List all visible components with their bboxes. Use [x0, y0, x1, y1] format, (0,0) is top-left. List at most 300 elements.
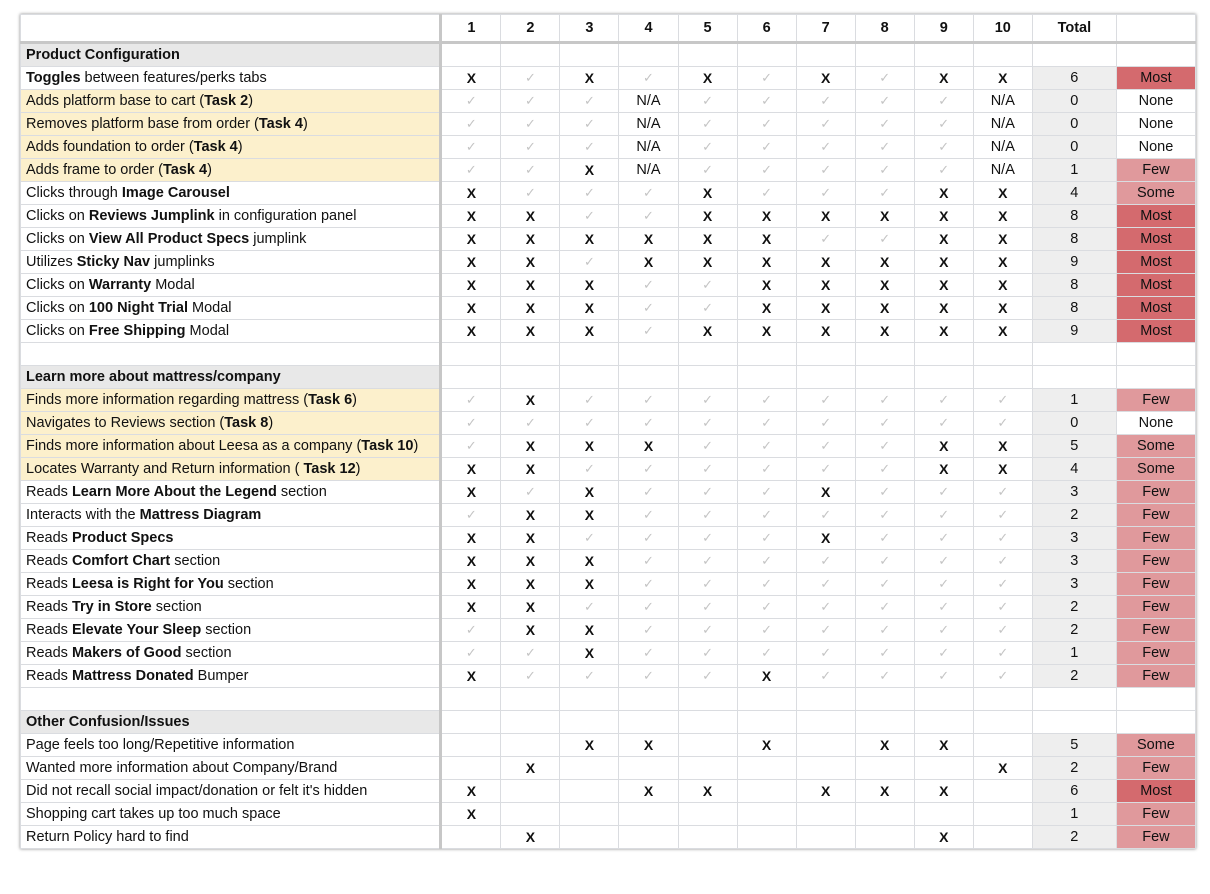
empty-cell[interactable]: [501, 780, 560, 803]
check-mark-cell[interactable]: ✓: [855, 504, 914, 527]
x-mark-cell[interactable]: X: [855, 297, 914, 320]
empty-cell[interactable]: [737, 43, 796, 67]
empty-cell[interactable]: [855, 343, 914, 366]
row-label-cell[interactable]: [21, 136, 441, 159]
check-mark-cell[interactable]: ✓: [678, 90, 737, 113]
x-mark-cell[interactable]: X: [441, 67, 501, 90]
check-mark-cell[interactable]: ✓: [914, 136, 973, 159]
x-mark-cell[interactable]: X: [973, 182, 1032, 205]
x-mark-cell[interactable]: X: [914, 205, 973, 228]
x-mark-cell[interactable]: X: [441, 320, 501, 343]
check-mark-cell[interactable]: ✓: [678, 274, 737, 297]
empty-cell[interactable]: [501, 43, 560, 67]
check-mark-cell[interactable]: ✓: [501, 412, 560, 435]
check-mark-cell[interactable]: ✓: [678, 136, 737, 159]
check-mark-cell[interactable]: ✓: [914, 504, 973, 527]
x-mark-cell[interactable]: X: [560, 481, 619, 504]
empty-cell[interactable]: [560, 711, 619, 734]
check-mark-cell[interactable]: ✓: [796, 228, 855, 251]
frequency-level-cell[interactable]: [1116, 343, 1195, 366]
na-cell[interactable]: N/A: [619, 113, 678, 136]
x-mark-cell[interactable]: X: [501, 550, 560, 573]
x-mark-cell[interactable]: X: [973, 757, 1032, 780]
x-mark-cell[interactable]: X: [678, 251, 737, 274]
check-mark-cell[interactable]: ✓: [855, 573, 914, 596]
empty-cell[interactable]: [560, 43, 619, 67]
check-mark-cell[interactable]: ✓: [678, 113, 737, 136]
check-mark-cell[interactable]: ✓: [796, 90, 855, 113]
check-mark-cell[interactable]: ✓: [501, 67, 560, 90]
total-cell[interactable]: 6: [1032, 67, 1116, 90]
check-mark-cell[interactable]: ✓: [914, 389, 973, 412]
check-mark-cell[interactable]: ✓: [501, 90, 560, 113]
x-mark-cell[interactable]: X: [914, 297, 973, 320]
x-mark-cell[interactable]: X: [914, 780, 973, 803]
x-mark-cell[interactable]: X: [441, 274, 501, 297]
x-mark-cell[interactable]: X: [501, 596, 560, 619]
x-mark-cell[interactable]: X: [973, 458, 1032, 481]
total-cell[interactable]: 4: [1032, 182, 1116, 205]
check-mark-cell[interactable]: ✓: [855, 228, 914, 251]
x-mark-cell[interactable]: X: [737, 228, 796, 251]
x-mark-cell[interactable]: X: [796, 67, 855, 90]
header-participant-1[interactable]: 1: [441, 15, 501, 43]
total-cell[interactable]: 1: [1032, 642, 1116, 665]
check-mark-cell[interactable]: ✓: [737, 435, 796, 458]
x-mark-cell[interactable]: X: [560, 274, 619, 297]
check-mark-cell[interactable]: ✓: [619, 389, 678, 412]
row-label-cell[interactable]: [21, 251, 441, 274]
check-mark-cell[interactable]: ✓: [796, 573, 855, 596]
check-mark-cell[interactable]: ✓: [560, 251, 619, 274]
check-mark-cell[interactable]: ✓: [619, 527, 678, 550]
x-mark-cell[interactable]: X: [441, 665, 501, 688]
empty-cell[interactable]: [796, 711, 855, 734]
x-mark-cell[interactable]: X: [501, 504, 560, 527]
row-label-cell[interactable]: [21, 803, 441, 826]
frequency-level-cell[interactable]: Most: [1116, 780, 1195, 803]
x-mark-cell[interactable]: X: [441, 481, 501, 504]
frequency-level-cell[interactable]: Few: [1116, 389, 1195, 412]
x-mark-cell[interactable]: X: [560, 550, 619, 573]
check-mark-cell[interactable]: ✓: [737, 182, 796, 205]
check-mark-cell[interactable]: ✓: [678, 297, 737, 320]
empty-cell[interactable]: [441, 43, 501, 67]
x-mark-cell[interactable]: X: [796, 527, 855, 550]
na-cell[interactable]: N/A: [619, 159, 678, 182]
check-mark-cell[interactable]: ✓: [441, 113, 501, 136]
x-mark-cell[interactable]: X: [678, 205, 737, 228]
check-mark-cell[interactable]: ✓: [973, 665, 1032, 688]
row-label-cell[interactable]: [21, 826, 441, 849]
x-mark-cell[interactable]: X: [441, 780, 501, 803]
check-mark-cell[interactable]: ✓: [914, 412, 973, 435]
check-mark-cell[interactable]: ✓: [560, 205, 619, 228]
x-mark-cell[interactable]: X: [678, 228, 737, 251]
row-label-cell[interactable]: [21, 665, 441, 688]
x-mark-cell[interactable]: X: [737, 274, 796, 297]
row-label-cell[interactable]: [21, 734, 441, 757]
check-mark-cell[interactable]: ✓: [678, 573, 737, 596]
check-mark-cell[interactable]: ✓: [796, 136, 855, 159]
x-mark-cell[interactable]: X: [560, 734, 619, 757]
x-mark-cell[interactable]: X: [737, 251, 796, 274]
check-mark-cell[interactable]: ✓: [737, 136, 796, 159]
x-mark-cell[interactable]: X: [973, 297, 1032, 320]
empty-cell[interactable]: [737, 803, 796, 826]
x-mark-cell[interactable]: X: [914, 734, 973, 757]
row-label-cell[interactable]: [21, 504, 441, 527]
total-cell[interactable]: 8: [1032, 205, 1116, 228]
x-mark-cell[interactable]: X: [855, 251, 914, 274]
check-mark-cell[interactable]: ✓: [560, 458, 619, 481]
total-cell[interactable]: 9: [1032, 251, 1116, 274]
check-mark-cell[interactable]: ✓: [678, 435, 737, 458]
check-mark-cell[interactable]: ✓: [855, 113, 914, 136]
check-mark-cell[interactable]: ✓: [619, 182, 678, 205]
empty-cell[interactable]: [560, 803, 619, 826]
check-mark-cell[interactable]: ✓: [796, 642, 855, 665]
check-mark-cell[interactable]: ✓: [619, 619, 678, 642]
x-mark-cell[interactable]: X: [441, 251, 501, 274]
check-mark-cell[interactable]: ✓: [737, 481, 796, 504]
empty-cell[interactable]: [737, 688, 796, 711]
check-mark-cell[interactable]: ✓: [619, 481, 678, 504]
x-mark-cell[interactable]: X: [441, 527, 501, 550]
empty-cell[interactable]: [973, 734, 1032, 757]
x-mark-cell[interactable]: X: [678, 320, 737, 343]
frequency-level-cell[interactable]: Some: [1116, 734, 1195, 757]
total-cell[interactable]: 2: [1032, 596, 1116, 619]
header-participant-9[interactable]: 9: [914, 15, 973, 43]
check-mark-cell[interactable]: ✓: [914, 619, 973, 642]
x-mark-cell[interactable]: X: [796, 320, 855, 343]
x-mark-cell[interactable]: X: [796, 780, 855, 803]
total-cell[interactable]: [1032, 711, 1116, 734]
check-mark-cell[interactable]: ✓: [855, 550, 914, 573]
check-mark-cell[interactable]: ✓: [973, 527, 1032, 550]
check-mark-cell[interactable]: ✓: [560, 113, 619, 136]
check-mark-cell[interactable]: ✓: [973, 412, 1032, 435]
empty-cell[interactable]: [678, 734, 737, 757]
empty-cell[interactable]: [796, 757, 855, 780]
check-mark-cell[interactable]: ✓: [441, 136, 501, 159]
check-mark-cell[interactable]: ✓: [796, 596, 855, 619]
check-mark-cell[interactable]: ✓: [973, 389, 1032, 412]
frequency-level-cell[interactable]: Few: [1116, 596, 1195, 619]
frequency-level-cell[interactable]: Some: [1116, 435, 1195, 458]
check-mark-cell[interactable]: ✓: [441, 435, 501, 458]
empty-cell[interactable]: [501, 343, 560, 366]
total-cell[interactable]: [1032, 688, 1116, 711]
header-participant-5[interactable]: 5: [678, 15, 737, 43]
x-mark-cell[interactable]: X: [914, 228, 973, 251]
x-mark-cell[interactable]: X: [678, 67, 737, 90]
empty-cell[interactable]: [501, 688, 560, 711]
empty-cell[interactable]: [855, 826, 914, 849]
empty-cell[interactable]: [619, 43, 678, 67]
x-mark-cell[interactable]: X: [737, 297, 796, 320]
empty-cell[interactable]: [855, 757, 914, 780]
x-mark-cell[interactable]: X: [796, 297, 855, 320]
total-cell[interactable]: 2: [1032, 665, 1116, 688]
x-mark-cell[interactable]: X: [501, 573, 560, 596]
x-mark-cell[interactable]: X: [560, 642, 619, 665]
empty-cell[interactable]: [441, 366, 501, 389]
x-mark-cell[interactable]: X: [501, 320, 560, 343]
x-mark-cell[interactable]: X: [973, 435, 1032, 458]
check-mark-cell[interactable]: ✓: [914, 159, 973, 182]
check-mark-cell[interactable]: ✓: [855, 481, 914, 504]
check-mark-cell[interactable]: ✓: [855, 642, 914, 665]
total-cell[interactable]: 1: [1032, 389, 1116, 412]
x-mark-cell[interactable]: X: [501, 619, 560, 642]
check-mark-cell[interactable]: ✓: [737, 596, 796, 619]
check-mark-cell[interactable]: ✓: [914, 573, 973, 596]
check-mark-cell[interactable]: ✓: [441, 504, 501, 527]
check-mark-cell[interactable]: ✓: [501, 665, 560, 688]
total-cell[interactable]: [1032, 343, 1116, 366]
empty-cell[interactable]: [737, 780, 796, 803]
check-mark-cell[interactable]: ✓: [737, 527, 796, 550]
check-mark-cell[interactable]: ✓: [441, 159, 501, 182]
row-label-cell[interactable]: [21, 527, 441, 550]
frequency-level-cell[interactable]: Few: [1116, 619, 1195, 642]
total-cell[interactable]: 1: [1032, 159, 1116, 182]
x-mark-cell[interactable]: X: [560, 297, 619, 320]
empty-cell[interactable]: [619, 711, 678, 734]
frequency-level-cell[interactable]: Most: [1116, 297, 1195, 320]
x-mark-cell[interactable]: X: [914, 458, 973, 481]
empty-cell[interactable]: [560, 343, 619, 366]
empty-cell[interactable]: [973, 826, 1032, 849]
empty-cell[interactable]: [441, 711, 501, 734]
check-mark-cell[interactable]: ✓: [855, 527, 914, 550]
na-cell[interactable]: N/A: [973, 90, 1032, 113]
x-mark-cell[interactable]: X: [914, 320, 973, 343]
empty-cell[interactable]: [678, 826, 737, 849]
row-label-cell[interactable]: [21, 412, 441, 435]
check-mark-cell[interactable]: ✓: [619, 665, 678, 688]
check-mark-cell[interactable]: ✓: [737, 642, 796, 665]
x-mark-cell[interactable]: X: [560, 504, 619, 527]
check-mark-cell[interactable]: ✓: [914, 90, 973, 113]
check-mark-cell[interactable]: ✓: [619, 205, 678, 228]
check-mark-cell[interactable]: ✓: [619, 274, 678, 297]
x-mark-cell[interactable]: X: [855, 320, 914, 343]
x-mark-cell[interactable]: X: [441, 596, 501, 619]
check-mark-cell[interactable]: ✓: [678, 550, 737, 573]
x-mark-cell[interactable]: X: [973, 67, 1032, 90]
total-cell[interactable]: [1032, 43, 1116, 67]
x-mark-cell[interactable]: X: [973, 320, 1032, 343]
check-mark-cell[interactable]: ✓: [619, 297, 678, 320]
frequency-level-cell[interactable]: Few: [1116, 665, 1195, 688]
empty-cell[interactable]: [560, 366, 619, 389]
empty-cell[interactable]: [973, 366, 1032, 389]
frequency-level-cell[interactable]: None: [1116, 136, 1195, 159]
row-label-cell[interactable]: [21, 67, 441, 90]
check-mark-cell[interactable]: ✓: [855, 90, 914, 113]
header-level[interactable]: [1116, 15, 1195, 43]
check-mark-cell[interactable]: ✓: [619, 642, 678, 665]
x-mark-cell[interactable]: X: [796, 205, 855, 228]
check-mark-cell[interactable]: ✓: [678, 159, 737, 182]
total-cell[interactable]: 3: [1032, 573, 1116, 596]
x-mark-cell[interactable]: X: [737, 205, 796, 228]
total-cell[interactable]: 0: [1032, 412, 1116, 435]
x-mark-cell[interactable]: X: [796, 251, 855, 274]
x-mark-cell[interactable]: X: [855, 205, 914, 228]
check-mark-cell[interactable]: ✓: [501, 159, 560, 182]
frequency-level-cell[interactable]: None: [1116, 412, 1195, 435]
frequency-level-cell[interactable]: Few: [1116, 481, 1195, 504]
row-label-cell[interactable]: [21, 389, 441, 412]
row-label-cell[interactable]: [21, 343, 441, 366]
empty-cell[interactable]: [560, 826, 619, 849]
empty-cell[interactable]: [796, 803, 855, 826]
check-mark-cell[interactable]: ✓: [737, 550, 796, 573]
header-total[interactable]: Total: [1032, 15, 1116, 43]
check-mark-cell[interactable]: ✓: [678, 389, 737, 412]
check-mark-cell[interactable]: ✓: [796, 412, 855, 435]
x-mark-cell[interactable]: X: [737, 665, 796, 688]
check-mark-cell[interactable]: ✓: [855, 665, 914, 688]
x-mark-cell[interactable]: X: [914, 435, 973, 458]
empty-cell[interactable]: [501, 803, 560, 826]
x-mark-cell[interactable]: X: [441, 550, 501, 573]
frequency-level-cell[interactable]: Few: [1116, 757, 1195, 780]
check-mark-cell[interactable]: ✓: [678, 412, 737, 435]
total-cell[interactable]: 5: [1032, 435, 1116, 458]
frequency-level-cell[interactable]: [1116, 711, 1195, 734]
frequency-level-cell[interactable]: Few: [1116, 826, 1195, 849]
check-mark-cell[interactable]: ✓: [796, 113, 855, 136]
x-mark-cell[interactable]: X: [914, 67, 973, 90]
check-mark-cell[interactable]: ✓: [796, 619, 855, 642]
check-mark-cell[interactable]: ✓: [619, 412, 678, 435]
frequency-level-cell[interactable]: Few: [1116, 159, 1195, 182]
check-mark-cell[interactable]: ✓: [560, 90, 619, 113]
check-mark-cell[interactable]: ✓: [678, 665, 737, 688]
x-mark-cell[interactable]: X: [855, 274, 914, 297]
check-mark-cell[interactable]: ✓: [619, 596, 678, 619]
empty-cell[interactable]: [914, 366, 973, 389]
check-mark-cell[interactable]: ✓: [796, 159, 855, 182]
check-mark-cell[interactable]: ✓: [973, 550, 1032, 573]
row-label-cell[interactable]: [21, 297, 441, 320]
empty-cell[interactable]: [796, 826, 855, 849]
check-mark-cell[interactable]: ✓: [737, 113, 796, 136]
check-mark-cell[interactable]: ✓: [796, 389, 855, 412]
empty-cell[interactable]: [619, 343, 678, 366]
frequency-level-cell[interactable]: Most: [1116, 320, 1195, 343]
frequency-level-cell[interactable]: Most: [1116, 205, 1195, 228]
check-mark-cell[interactable]: ✓: [737, 412, 796, 435]
x-mark-cell[interactable]: X: [619, 734, 678, 757]
frequency-level-cell[interactable]: Few: [1116, 504, 1195, 527]
empty-cell[interactable]: [914, 43, 973, 67]
empty-cell[interactable]: [914, 688, 973, 711]
x-mark-cell[interactable]: X: [560, 320, 619, 343]
total-cell[interactable]: 2: [1032, 826, 1116, 849]
row-label-cell[interactable]: [21, 757, 441, 780]
empty-cell[interactable]: [855, 366, 914, 389]
check-mark-cell[interactable]: ✓: [501, 481, 560, 504]
row-label-cell[interactable]: [21, 182, 441, 205]
check-mark-cell[interactable]: ✓: [501, 113, 560, 136]
check-mark-cell[interactable]: ✓: [973, 573, 1032, 596]
x-mark-cell[interactable]: X: [560, 67, 619, 90]
header-participant-7[interactable]: 7: [796, 15, 855, 43]
check-mark-cell[interactable]: ✓: [560, 596, 619, 619]
frequency-level-cell[interactable]: None: [1116, 90, 1195, 113]
empty-cell[interactable]: [855, 803, 914, 826]
check-mark-cell[interactable]: ✓: [973, 642, 1032, 665]
x-mark-cell[interactable]: X: [914, 251, 973, 274]
check-mark-cell[interactable]: ✓: [619, 458, 678, 481]
x-mark-cell[interactable]: X: [501, 458, 560, 481]
x-mark-cell[interactable]: X: [501, 205, 560, 228]
x-mark-cell[interactable]: X: [441, 458, 501, 481]
x-mark-cell[interactable]: X: [560, 228, 619, 251]
total-cell[interactable]: 1: [1032, 803, 1116, 826]
x-mark-cell[interactable]: X: [501, 251, 560, 274]
check-mark-cell[interactable]: ✓: [914, 113, 973, 136]
check-mark-cell[interactable]: ✓: [973, 481, 1032, 504]
frequency-level-cell[interactable]: Few: [1116, 550, 1195, 573]
empty-cell[interactable]: [678, 803, 737, 826]
row-label-cell[interactable]: [21, 458, 441, 481]
header-participant-3[interactable]: 3: [560, 15, 619, 43]
frequency-level-cell[interactable]: Few: [1116, 642, 1195, 665]
frequency-level-cell[interactable]: None: [1116, 113, 1195, 136]
empty-cell[interactable]: [855, 43, 914, 67]
section-heading-cell[interactable]: [21, 43, 441, 67]
empty-cell[interactable]: [441, 826, 501, 849]
check-mark-cell[interactable]: ✓: [914, 481, 973, 504]
empty-cell[interactable]: [441, 688, 501, 711]
empty-cell[interactable]: [914, 757, 973, 780]
x-mark-cell[interactable]: X: [973, 205, 1032, 228]
total-cell[interactable]: 3: [1032, 481, 1116, 504]
check-mark-cell[interactable]: ✓: [619, 550, 678, 573]
na-cell[interactable]: N/A: [619, 90, 678, 113]
frequency-level-cell[interactable]: [1116, 43, 1195, 67]
check-mark-cell[interactable]: ✓: [678, 458, 737, 481]
na-cell[interactable]: N/A: [973, 136, 1032, 159]
row-label-cell[interactable]: [21, 113, 441, 136]
na-cell[interactable]: N/A: [973, 159, 1032, 182]
check-mark-cell[interactable]: ✓: [855, 67, 914, 90]
x-mark-cell[interactable]: X: [678, 780, 737, 803]
empty-cell[interactable]: [560, 780, 619, 803]
x-mark-cell[interactable]: X: [441, 803, 501, 826]
check-mark-cell[interactable]: ✓: [560, 389, 619, 412]
check-mark-cell[interactable]: ✓: [501, 642, 560, 665]
frequency-level-cell[interactable]: Most: [1116, 228, 1195, 251]
header-participant-10[interactable]: 10: [973, 15, 1032, 43]
x-mark-cell[interactable]: X: [441, 228, 501, 251]
check-mark-cell[interactable]: ✓: [796, 550, 855, 573]
check-mark-cell[interactable]: ✓: [737, 458, 796, 481]
row-label-cell[interactable]: [21, 780, 441, 803]
x-mark-cell[interactable]: X: [796, 481, 855, 504]
row-label-cell[interactable]: [21, 159, 441, 182]
check-mark-cell[interactable]: ✓: [560, 527, 619, 550]
x-mark-cell[interactable]: X: [501, 274, 560, 297]
empty-cell[interactable]: [619, 757, 678, 780]
